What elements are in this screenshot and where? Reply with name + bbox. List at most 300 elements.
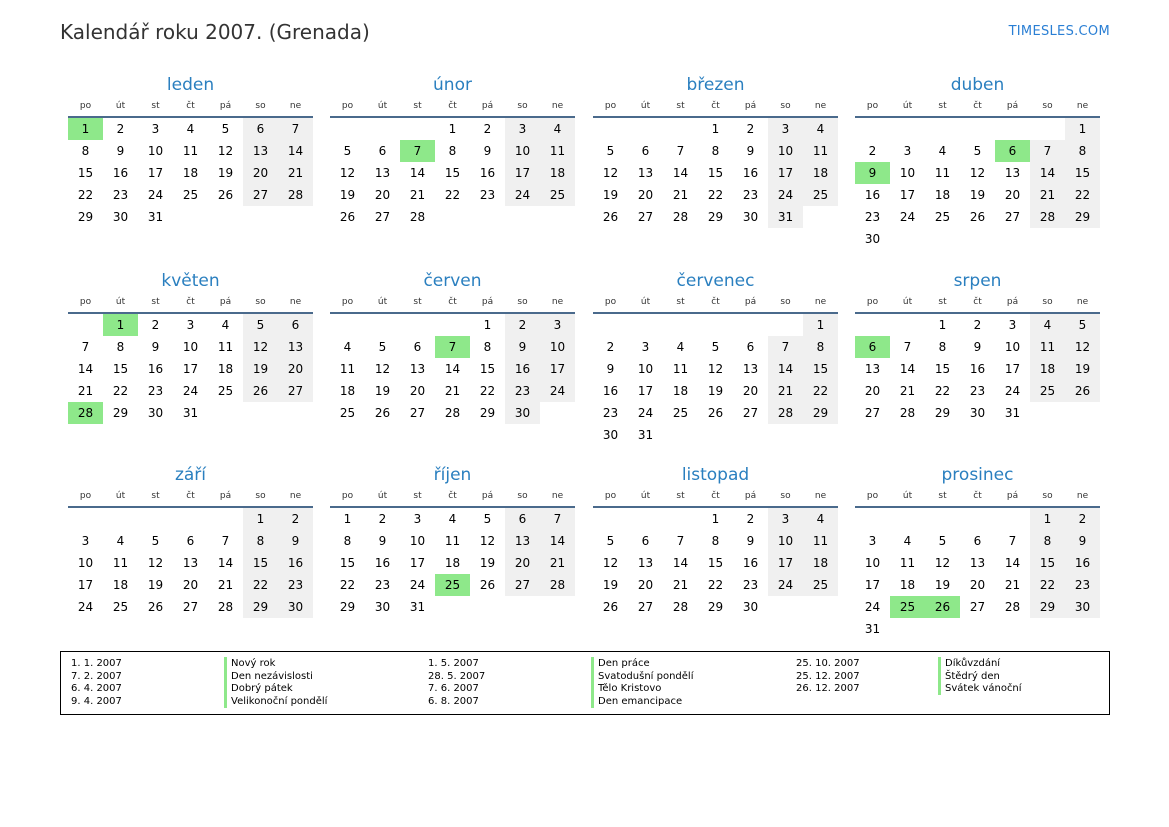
day-cell[interactable]: 19 xyxy=(339,188,356,202)
day-cell[interactable]: 4 xyxy=(343,340,352,354)
day-cell[interactable]: 22 xyxy=(112,384,129,398)
day-cell[interactable]: 3 xyxy=(81,534,90,548)
day-cell[interactable]: 7 xyxy=(81,340,90,354)
day-cell[interactable]: 20 xyxy=(374,188,391,202)
day-cell[interactable]: 4 xyxy=(540,118,575,140)
day-cell[interactable]: 23 xyxy=(742,188,759,202)
day-cell[interactable]: 20 xyxy=(864,384,881,398)
day-cell[interactable]: 28 xyxy=(672,600,689,614)
day-cell[interactable]: 25 xyxy=(803,184,838,206)
day-cell[interactable]: 26 xyxy=(1065,380,1100,402)
day-cell[interactable]: 30 xyxy=(602,428,619,442)
day-cell[interactable]: 11 xyxy=(899,556,916,570)
day-cell[interactable]: 11 xyxy=(444,534,461,548)
day-cell[interactable]: 8 xyxy=(116,340,125,354)
day-cell[interactable]: 27 xyxy=(409,406,426,420)
day-cell[interactable]: 3 xyxy=(186,318,195,332)
day-cell[interactable]: 31 xyxy=(864,622,881,636)
day-cell[interactable]: 7 xyxy=(400,140,435,162)
day-cell[interactable]: 24 xyxy=(540,380,575,402)
day-cell[interactable]: 2 xyxy=(746,122,755,136)
day-cell[interactable]: 29 xyxy=(479,406,496,420)
day-cell[interactable]: 19 xyxy=(374,384,391,398)
day-cell[interactable]: 9 xyxy=(378,534,387,548)
day-cell[interactable]: 14 xyxy=(278,140,313,162)
day-cell[interactable]: 13 xyxy=(182,556,199,570)
day-cell[interactable]: 20 xyxy=(182,578,199,592)
day-cell[interactable]: 23 xyxy=(112,188,129,202)
day-cell[interactable]: 8 xyxy=(711,144,720,158)
day-cell[interactable]: 6 xyxy=(278,314,313,336)
day-cell[interactable]: 30 xyxy=(278,596,313,618)
day-cell[interactable]: 5 xyxy=(711,340,720,354)
day-cell[interactable]: 3 xyxy=(903,144,912,158)
day-cell[interactable]: 12 xyxy=(339,166,356,180)
day-cell[interactable]: 17 xyxy=(768,552,803,574)
day-cell[interactable]: 22 xyxy=(1030,574,1065,596)
day-cell[interactable]: 22 xyxy=(479,384,496,398)
day-cell[interactable]: 5 xyxy=(606,534,615,548)
day-cell[interactable]: 27 xyxy=(742,406,759,420)
day-cell[interactable]: 21 xyxy=(1004,578,1021,592)
day-cell[interactable]: 27 xyxy=(637,600,654,614)
day-cell[interactable]: 2 xyxy=(1065,508,1100,530)
day-cell[interactable]: 24 xyxy=(409,578,426,592)
day-cell[interactable]: 18 xyxy=(339,384,356,398)
day-cell[interactable]: 11 xyxy=(112,556,129,570)
day-cell[interactable]: 14 xyxy=(672,556,689,570)
day-cell[interactable]: 6 xyxy=(855,336,890,358)
day-cell[interactable]: 7 xyxy=(768,336,803,358)
day-cell[interactable]: 13 xyxy=(969,556,986,570)
day-cell[interactable]: 16 xyxy=(505,358,540,380)
day-cell[interactable]: 31 xyxy=(409,600,426,614)
day-cell[interactable]: 22 xyxy=(934,384,951,398)
day-cell[interactable]: 23 xyxy=(374,578,391,592)
day-cell[interactable]: 8 xyxy=(343,534,352,548)
day-cell[interactable]: 17 xyxy=(147,166,164,180)
day-cell[interactable]: 6 xyxy=(641,144,650,158)
day-cell[interactable]: 8 xyxy=(448,144,457,158)
day-cell[interactable]: 13 xyxy=(637,166,654,180)
day-cell[interactable]: 27 xyxy=(969,600,986,614)
day-cell[interactable]: 27 xyxy=(243,184,278,206)
day-cell[interactable]: 6 xyxy=(746,340,755,354)
day-cell[interactable]: 25 xyxy=(1030,380,1065,402)
day-cell[interactable]: 28 xyxy=(409,210,426,224)
day-cell[interactable]: 10 xyxy=(505,140,540,162)
day-cell[interactable]: 21 xyxy=(444,384,461,398)
day-cell[interactable]: 26 xyxy=(479,578,496,592)
day-cell[interactable]: 31 xyxy=(147,210,164,224)
day-cell[interactable]: 16 xyxy=(742,556,759,570)
day-cell[interactable]: 9 xyxy=(746,534,755,548)
day-cell[interactable]: 7 xyxy=(435,336,470,358)
day-cell[interactable]: 1 xyxy=(711,512,720,526)
day-cell[interactable]: 8 xyxy=(483,340,492,354)
day-cell[interactable]: 29 xyxy=(243,596,278,618)
day-cell[interactable]: 6 xyxy=(995,140,1030,162)
day-cell[interactable]: 10 xyxy=(899,166,916,180)
day-cell[interactable]: 7 xyxy=(221,534,230,548)
day-cell[interactable]: 12 xyxy=(217,144,234,158)
day-cell[interactable]: 1 xyxy=(343,512,352,526)
day-cell[interactable]: 19 xyxy=(602,188,619,202)
day-cell[interactable]: 9 xyxy=(505,336,540,358)
day-cell[interactable]: 14 xyxy=(768,358,803,380)
day-cell[interactable]: 23 xyxy=(278,574,313,596)
day-cell[interactable]: 23 xyxy=(479,188,496,202)
day-cell[interactable]: 3 xyxy=(413,512,422,526)
day-cell[interactable]: 10 xyxy=(409,534,426,548)
day-cell[interactable]: 23 xyxy=(864,210,881,224)
day-cell[interactable]: 3 xyxy=(505,118,540,140)
day-cell[interactable]: 17 xyxy=(768,162,803,184)
day-cell[interactable]: 25 xyxy=(672,406,689,420)
day-cell[interactable]: 14 xyxy=(217,556,234,570)
day-cell[interactable]: 3 xyxy=(768,508,803,530)
day-cell[interactable]: 27 xyxy=(864,406,881,420)
day-cell[interactable]: 28 xyxy=(540,574,575,596)
day-cell[interactable]: 28 xyxy=(278,184,313,206)
day-cell[interactable]: 21 xyxy=(672,188,689,202)
day-cell[interactable]: 16 xyxy=(147,362,164,376)
day-cell[interactable]: 21 xyxy=(217,578,234,592)
day-cell[interactable]: 5 xyxy=(606,144,615,158)
day-cell[interactable]: 15 xyxy=(1030,552,1065,574)
day-cell[interactable]: 26 xyxy=(339,210,356,224)
day-cell[interactable]: 25 xyxy=(112,600,129,614)
day-cell[interactable]: 2 xyxy=(378,512,387,526)
day-cell[interactable]: 14 xyxy=(540,530,575,552)
day-cell[interactable]: 14 xyxy=(77,362,94,376)
day-cell[interactable]: 4 xyxy=(448,512,457,526)
day-cell[interactable]: 3 xyxy=(768,118,803,140)
day-cell[interactable]: 18 xyxy=(1030,358,1065,380)
day-cell[interactable]: 26 xyxy=(707,406,724,420)
day-cell[interactable]: 16 xyxy=(374,556,391,570)
day-cell[interactable]: 15 xyxy=(803,358,838,380)
day-cell[interactable]: 8 xyxy=(1065,140,1100,162)
day-cell[interactable]: 16 xyxy=(479,166,496,180)
day-cell[interactable]: 9 xyxy=(855,162,890,184)
day-cell[interactable]: 24 xyxy=(768,574,803,596)
day-cell[interactable]: 10 xyxy=(540,336,575,358)
day-cell[interactable]: 15 xyxy=(479,362,496,376)
day-cell[interactable]: 29 xyxy=(707,210,724,224)
day-cell[interactable]: 15 xyxy=(934,362,951,376)
day-cell[interactable]: 10 xyxy=(147,144,164,158)
day-cell[interactable]: 20 xyxy=(278,358,313,380)
day-cell[interactable]: 31 xyxy=(637,428,654,442)
day-cell[interactable]: 13 xyxy=(409,362,426,376)
day-cell[interactable]: 3 xyxy=(151,122,160,136)
day-cell[interactable]: 12 xyxy=(934,556,951,570)
day-cell[interactable]: 13 xyxy=(637,556,654,570)
day-cell[interactable]: 24 xyxy=(147,188,164,202)
day-cell[interactable]: 4 xyxy=(1030,314,1065,336)
day-cell[interactable]: 6 xyxy=(243,118,278,140)
day-cell[interactable]: 1 xyxy=(243,508,278,530)
day-cell[interactable]: 8 xyxy=(81,144,90,158)
day-cell[interactable]: 2 xyxy=(116,122,125,136)
day-cell[interactable]: 16 xyxy=(278,552,313,574)
day-cell[interactable]: 18 xyxy=(217,362,234,376)
day-cell[interactable]: 5 xyxy=(343,144,352,158)
day-cell[interactable]: 28 xyxy=(672,210,689,224)
day-cell[interactable]: 21 xyxy=(77,384,94,398)
day-cell[interactable]: 18 xyxy=(803,162,838,184)
day-cell[interactable]: 6 xyxy=(973,534,982,548)
day-cell[interactable]: 25 xyxy=(339,406,356,420)
day-cell[interactable]: 22 xyxy=(707,188,724,202)
day-cell[interactable]: 26 xyxy=(602,210,619,224)
day-cell[interactable]: 24 xyxy=(864,600,881,614)
day-cell[interactable]: 27 xyxy=(505,574,540,596)
day-cell[interactable]: 11 xyxy=(339,362,356,376)
day-cell[interactable]: 12 xyxy=(243,336,278,358)
day-cell[interactable]: 17 xyxy=(505,162,540,184)
day-cell[interactable]: 27 xyxy=(1004,210,1021,224)
day-cell[interactable]: 9 xyxy=(973,340,982,354)
day-cell[interactable]: 25 xyxy=(540,184,575,206)
day-cell[interactable]: 1 xyxy=(711,122,720,136)
day-cell[interactable]: 11 xyxy=(1030,336,1065,358)
day-cell[interactable]: 7 xyxy=(676,144,685,158)
day-cell[interactable]: 1 xyxy=(938,318,947,332)
day-cell[interactable]: 26 xyxy=(374,406,391,420)
day-cell[interactable]: 30 xyxy=(112,210,129,224)
day-cell[interactable]: 7 xyxy=(1008,534,1017,548)
day-cell[interactable]: 15 xyxy=(77,166,94,180)
day-cell[interactable]: 14 xyxy=(444,362,461,376)
day-cell[interactable]: 29 xyxy=(934,406,951,420)
day-cell[interactable]: 15 xyxy=(707,556,724,570)
day-cell[interactable]: 19 xyxy=(707,384,724,398)
day-cell[interactable]: 11 xyxy=(217,340,234,354)
day-cell[interactable]: 2 xyxy=(151,318,160,332)
day-cell[interactable]: 1 xyxy=(1065,118,1100,140)
day-cell[interactable]: 4 xyxy=(186,122,195,136)
day-cell[interactable]: 22 xyxy=(803,380,838,402)
day-cell[interactable]: 18 xyxy=(540,162,575,184)
day-cell[interactable]: 1 xyxy=(483,318,492,332)
day-cell[interactable]: 10 xyxy=(77,556,94,570)
day-cell[interactable]: 21 xyxy=(768,380,803,402)
day-cell[interactable]: 28 xyxy=(899,406,916,420)
day-cell[interactable]: 23 xyxy=(1065,574,1100,596)
day-cell[interactable]: 15 xyxy=(112,362,129,376)
day-cell[interactable]: 13 xyxy=(505,530,540,552)
day-cell[interactable]: 20 xyxy=(742,384,759,398)
day-cell[interactable]: 9 xyxy=(746,144,755,158)
day-cell[interactable]: 29 xyxy=(1065,206,1100,228)
day-cell[interactable]: 9 xyxy=(116,144,125,158)
day-cell[interactable]: 31 xyxy=(768,206,803,228)
day-cell[interactable]: 6 xyxy=(641,534,650,548)
day-cell[interactable]: 15 xyxy=(444,166,461,180)
day-cell[interactable]: 4 xyxy=(116,534,125,548)
day-cell[interactable]: 31 xyxy=(182,406,199,420)
day-cell[interactable]: 1 xyxy=(1030,508,1065,530)
day-cell[interactable]: 6 xyxy=(413,340,422,354)
day-cell[interactable]: 30 xyxy=(864,232,881,246)
day-cell[interactable]: 10 xyxy=(182,340,199,354)
day-cell[interactable]: 4 xyxy=(803,508,838,530)
day-cell[interactable]: 5 xyxy=(973,144,982,158)
day-cell[interactable]: 28 xyxy=(768,402,803,424)
day-cell[interactable]: 17 xyxy=(540,358,575,380)
day-cell[interactable]: 30 xyxy=(742,600,759,614)
day-cell[interactable]: 3 xyxy=(641,340,650,354)
day-cell[interactable]: 2 xyxy=(278,508,313,530)
day-cell[interactable]: 19 xyxy=(1065,358,1100,380)
day-cell[interactable]: 10 xyxy=(637,362,654,376)
day-cell[interactable]: 22 xyxy=(339,578,356,592)
day-cell[interactable]: 13 xyxy=(278,336,313,358)
day-cell[interactable]: 13 xyxy=(374,166,391,180)
day-cell[interactable]: 20 xyxy=(505,552,540,574)
day-cell[interactable]: 25 xyxy=(803,574,838,596)
day-cell[interactable]: 22 xyxy=(243,574,278,596)
day-cell[interactable]: 12 xyxy=(602,556,619,570)
day-cell[interactable]: 24 xyxy=(77,600,94,614)
day-cell[interactable]: 5 xyxy=(221,122,230,136)
day-cell[interactable]: 23 xyxy=(742,578,759,592)
day-cell[interactable]: 2 xyxy=(868,144,877,158)
day-cell[interactable]: 11 xyxy=(672,362,689,376)
day-cell[interactable]: 10 xyxy=(1004,340,1021,354)
day-cell[interactable]: 21 xyxy=(672,578,689,592)
day-cell[interactable]: 16 xyxy=(112,166,129,180)
day-cell[interactable]: 16 xyxy=(969,362,986,376)
day-cell[interactable]: 8 xyxy=(1030,530,1065,552)
day-cell[interactable]: 26 xyxy=(969,210,986,224)
day-cell[interactable]: 23 xyxy=(969,384,986,398)
day-cell[interactable]: 28 xyxy=(1030,206,1065,228)
day-cell[interactable]: 1 xyxy=(803,314,838,336)
day-cell[interactable]: 10 xyxy=(768,140,803,162)
day-cell[interactable]: 27 xyxy=(278,380,313,402)
day-cell[interactable]: 26 xyxy=(217,188,234,202)
day-cell[interactable]: 19 xyxy=(243,358,278,380)
day-cell[interactable]: 7 xyxy=(903,340,912,354)
day-cell[interactable]: 22 xyxy=(77,188,94,202)
day-cell[interactable]: 16 xyxy=(864,188,881,202)
day-cell[interactable]: 11 xyxy=(803,140,838,162)
day-cell[interactable]: 20 xyxy=(1004,188,1021,202)
day-cell[interactable]: 14 xyxy=(1030,162,1065,184)
day-cell[interactable]: 24 xyxy=(637,406,654,420)
day-cell[interactable]: 17 xyxy=(637,384,654,398)
day-cell[interactable]: 23 xyxy=(602,406,619,420)
brand-link[interactable]: TIMESLES.COM xyxy=(1008,24,1110,39)
day-cell[interactable]: 18 xyxy=(182,166,199,180)
day-cell[interactable]: 15 xyxy=(243,552,278,574)
day-cell[interactable]: 4 xyxy=(676,340,685,354)
day-cell[interactable]: 23 xyxy=(147,384,164,398)
day-cell[interactable]: 20 xyxy=(637,578,654,592)
day-cell[interactable]: 12 xyxy=(374,362,391,376)
day-cell[interactable]: 30 xyxy=(1065,596,1100,618)
day-cell[interactable]: 24 xyxy=(1004,384,1021,398)
day-cell[interactable]: 15 xyxy=(707,166,724,180)
day-cell[interactable]: 4 xyxy=(903,534,912,548)
day-cell[interactable]: 18 xyxy=(899,578,916,592)
day-cell[interactable]: 22 xyxy=(444,188,461,202)
day-cell[interactable]: 13 xyxy=(742,362,759,376)
day-cell[interactable]: 5 xyxy=(151,534,160,548)
day-cell[interactable]: 1 xyxy=(68,118,103,140)
day-cell[interactable]: 19 xyxy=(217,166,234,180)
day-cell[interactable]: 3 xyxy=(540,314,575,336)
day-cell[interactable]: 9 xyxy=(1065,530,1100,552)
day-cell[interactable]: 7 xyxy=(1030,140,1065,162)
day-cell[interactable]: 12 xyxy=(1065,336,1100,358)
day-cell[interactable]: 3 xyxy=(868,534,877,548)
day-cell[interactable]: 30 xyxy=(505,402,540,424)
day-cell[interactable]: 9 xyxy=(606,362,615,376)
day-cell[interactable]: 13 xyxy=(1004,166,1021,180)
day-cell[interactable]: 20 xyxy=(969,578,986,592)
day-cell[interactable]: 25 xyxy=(217,384,234,398)
day-cell[interactable]: 13 xyxy=(243,140,278,162)
day-cell[interactable]: 8 xyxy=(711,534,720,548)
day-cell[interactable]: 29 xyxy=(339,600,356,614)
day-cell[interactable]: 19 xyxy=(969,188,986,202)
day-cell[interactable]: 18 xyxy=(803,552,838,574)
day-cell[interactable]: 12 xyxy=(147,556,164,570)
day-cell[interactable]: 6 xyxy=(378,144,387,158)
day-cell[interactable]: 29 xyxy=(77,210,94,224)
day-cell[interactable]: 15 xyxy=(1065,162,1100,184)
day-cell[interactable]: 11 xyxy=(934,166,951,180)
day-cell[interactable]: 22 xyxy=(1065,184,1100,206)
day-cell[interactable]: 12 xyxy=(969,166,986,180)
day-cell[interactable]: 20 xyxy=(637,188,654,202)
day-cell[interactable]: 8 xyxy=(938,340,947,354)
day-cell[interactable]: 24 xyxy=(768,184,803,206)
day-cell[interactable]: 27 xyxy=(374,210,391,224)
day-cell[interactable]: 6 xyxy=(186,534,195,548)
day-cell[interactable]: 28 xyxy=(68,402,103,424)
day-cell[interactable]: 26 xyxy=(925,596,960,618)
day-cell[interactable]: 5 xyxy=(378,340,387,354)
day-cell[interactable]: 2 xyxy=(483,122,492,136)
day-cell[interactable]: 2 xyxy=(973,318,982,332)
day-cell[interactable]: 17 xyxy=(182,362,199,376)
day-cell[interactable]: 29 xyxy=(1030,596,1065,618)
day-cell[interactable]: 26 xyxy=(602,600,619,614)
day-cell[interactable]: 12 xyxy=(602,166,619,180)
day-cell[interactable]: 25 xyxy=(182,188,199,202)
day-cell[interactable]: 11 xyxy=(182,144,199,158)
day-cell[interactable]: 17 xyxy=(409,556,426,570)
day-cell[interactable]: 8 xyxy=(803,336,838,358)
day-cell[interactable]: 17 xyxy=(77,578,94,592)
day-cell[interactable]: 17 xyxy=(1004,362,1021,376)
day-cell[interactable]: 14 xyxy=(409,166,426,180)
day-cell[interactable]: 21 xyxy=(540,552,575,574)
day-cell[interactable]: 27 xyxy=(637,210,654,224)
day-cell[interactable]: 29 xyxy=(707,600,724,614)
day-cell[interactable]: 30 xyxy=(147,406,164,420)
day-cell[interactable]: 16 xyxy=(602,384,619,398)
day-cell[interactable]: 12 xyxy=(479,534,496,548)
day-cell[interactable]: 18 xyxy=(934,188,951,202)
day-cell[interactable]: 21 xyxy=(409,188,426,202)
day-cell[interactable]: 29 xyxy=(803,402,838,424)
